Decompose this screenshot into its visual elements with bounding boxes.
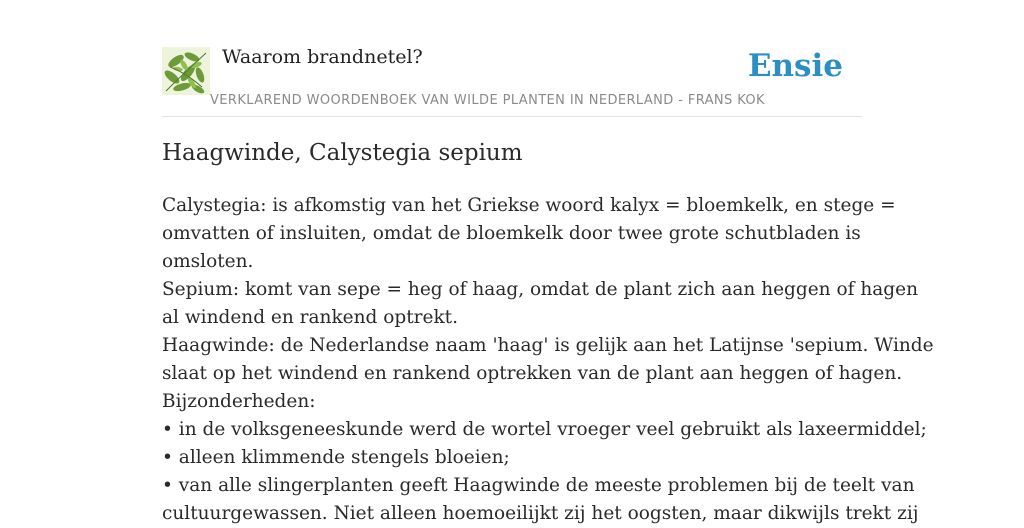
list-item: • van alle slingerplanten geeft Haagwinde de meeste problemen bij de teelt van (162, 475, 915, 496)
body-line: al windend en rankend optrekt. (162, 307, 458, 328)
dictionary-source[interactable]: VERKLAREND WOORDENBOEK VAN WILDE PLANTEN IN NEDERLAND - FRANS KOK (210, 93, 765, 108)
page-header (162, 0, 862, 117)
body-line: Haagwinde: de Nederlandse naam 'haag' is gelijk aan het Latijnse 'sepium. Winde (162, 335, 934, 356)
body-line: omvatten of insluiten, omdat de bloemkelk door twee grote schutbladen is (162, 223, 861, 244)
ensie-logo[interactable]: Ensie (747, 48, 843, 84)
entry-body (162, 192, 934, 528)
body-line: Sepium: komt van sepe = heg of haag, omdat de plant zich aan heggen of hagen (162, 279, 918, 300)
plant-avatar (162, 47, 210, 95)
body-line: Calystegia: is afkomstig van het Griekse woord kalyx = bloemkelk, en stege = (162, 195, 896, 216)
entry-title: Haagwinde, Calystegia sepium (162, 140, 523, 166)
body-line: Bijzonderheden: (162, 391, 316, 412)
list-item: • alleen klimmende stengels bloeien; (162, 447, 510, 468)
list-item: • in de volksgeneeskunde werd de wortel vroeger veel gebruikt als laxeermiddel; (162, 419, 927, 440)
body-line: cultuurgewassen. Niet alleen hoemoeilijkt zij het oogsten, maar dikwijls trekt zij (162, 503, 919, 524)
body-line: omsloten. (162, 251, 254, 272)
leaf-icon (162, 47, 210, 95)
question-link[interactable]: Waarom brandnetel? (222, 46, 423, 68)
body-line: slaat op het windend en rankend optrekken van de plant aan heggen of hagen. (162, 363, 903, 384)
